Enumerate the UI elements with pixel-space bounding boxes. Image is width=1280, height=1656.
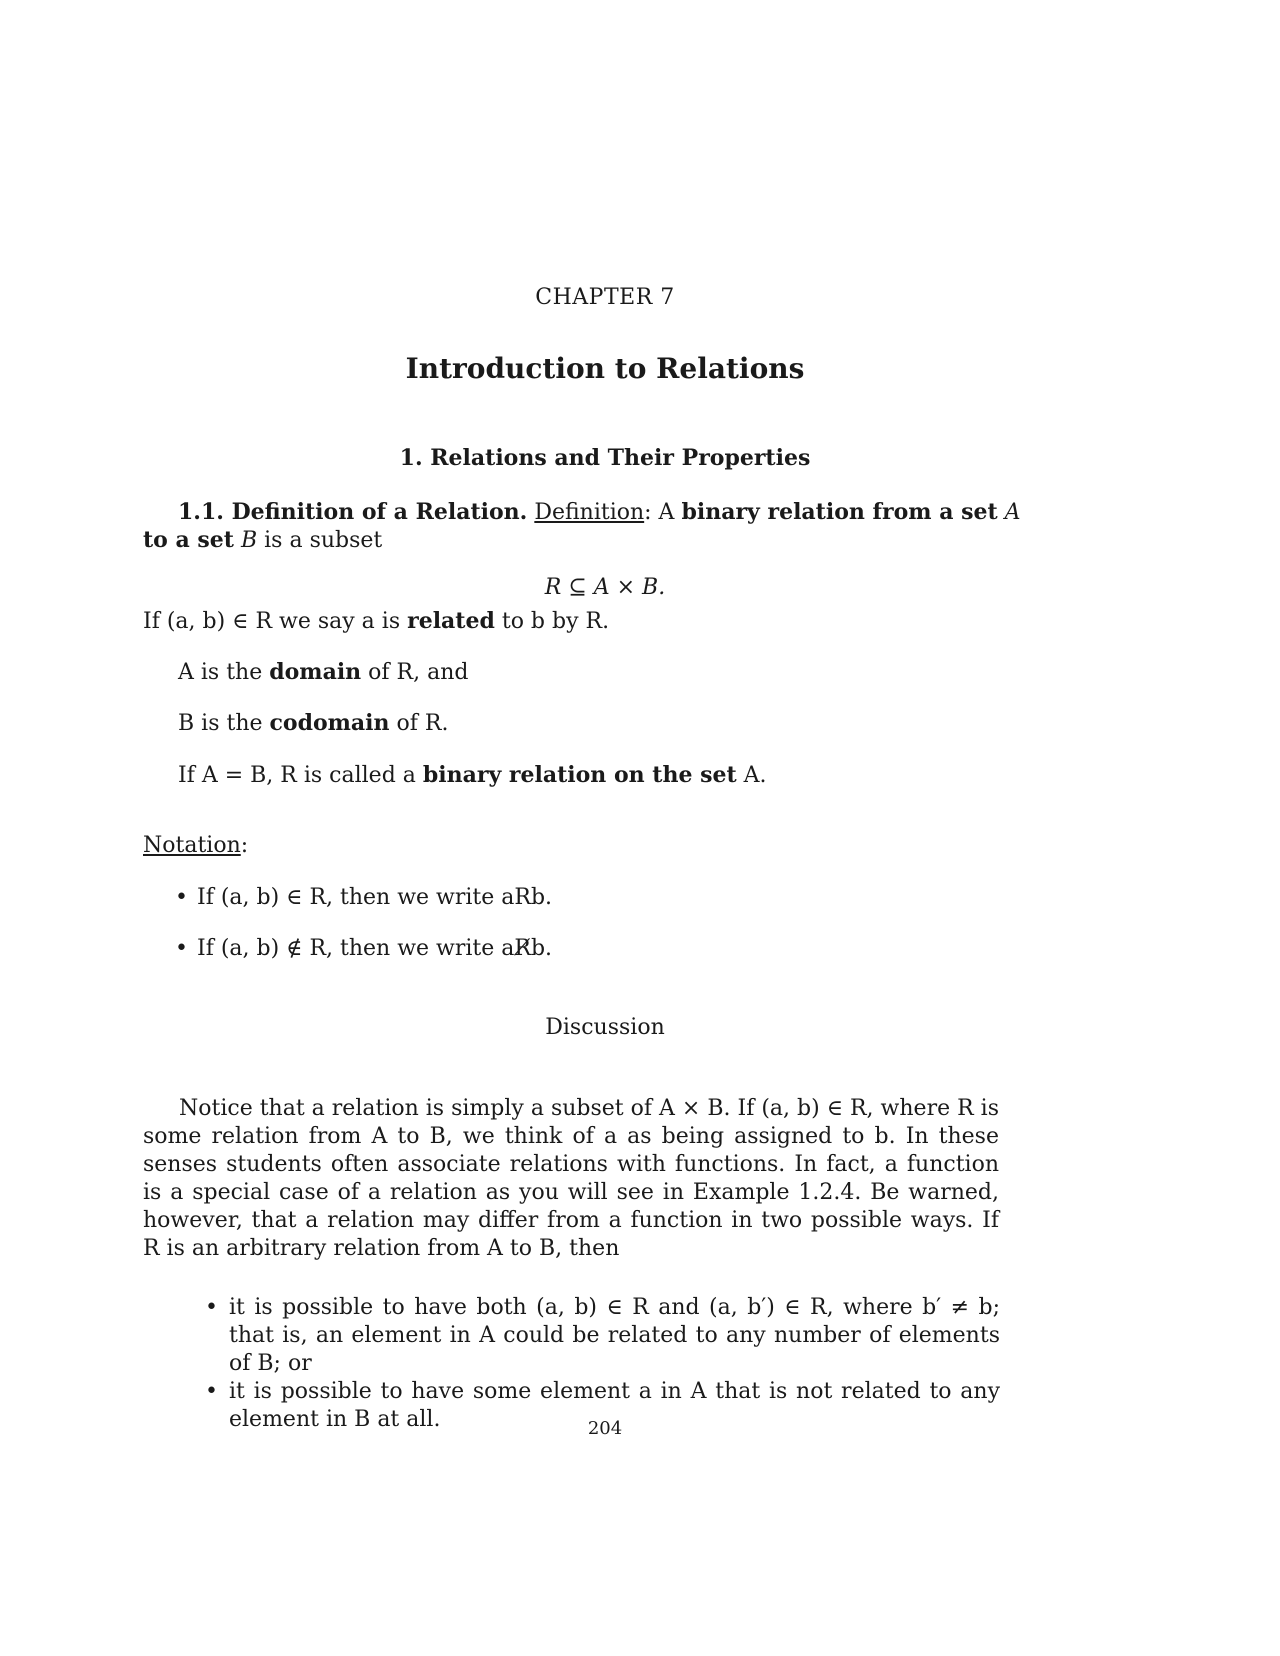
list-item-text: it is possible to have both (a, b) ∈ R and (a, b′) ∈ R, where b′ ≠ b; that is, an element in A could be related to any number of elements of B; or [229,1295,1000,1376]
definition-tail: is a subset [264,528,383,553]
bullet-icon: • [175,936,188,961]
list-item-text: it is possible to have some element a in A that is not related to any element in B at all. [229,1379,1000,1432]
bullet-icon: • [205,1379,218,1404]
related-line-pre: If (a, b) ∈ R we say a is [143,609,408,634]
notation-item [175,935,552,963]
codomain-line-pre: B is the [178,711,270,736]
domain-line [178,658,468,687]
on-set-line [178,761,767,790]
definition-var-b: B [240,528,258,553]
discussion-label: Discussion [545,1015,665,1040]
notation-heading [143,832,248,860]
page-number: 204 [587,1418,623,1439]
section-title: 1. Relations and Their Properties [399,445,811,471]
display-equation: R ⊆ A × B. [544,575,666,600]
definition-prefix: : A [644,500,682,525]
definition-term-part1: binary relation from a set [681,499,998,525]
definition-line-1 [178,498,1021,527]
definition-var-a: A [1004,500,1021,525]
domain-line-post: of R, and [361,660,469,685]
related-line-post: to b by R. [494,609,610,634]
bullet-icon: • [205,1295,218,1320]
on-set-line-post: A. [736,763,767,788]
subsection-heading: 1.1. Definition of a Relation. [178,499,528,525]
on-set-line-pre: If A = B, R is called a [178,763,423,788]
definition-label: Definition [534,500,645,525]
codomain-line-post: of R. [389,711,449,736]
discussion-bullet-list [205,1294,1000,1434]
domain-line-pre: A is the [178,660,270,685]
chapter-label: CHAPTER 7 [535,285,675,310]
discussion-paragraph: Notice that a relation is simply a subset of A × B. If (a, b) ∈ R, where R is some relation from A to B, we think of a as being assigned to b. In these senses students often associate relations with functions. In fact, a function is a special case of a relation as you will see in Example 1.2.4. Be warned, however, that a relation may differ from a function in two possible ways. If R is an arbitrary relation from A to B, then [143,1096,999,1261]
domain-term: domain [269,659,362,685]
definition-term-part2: to a set [143,527,234,553]
chapter-title: Introduction to Relations [405,352,805,385]
notation-item-text: If (a, b) ∈ R, then we write aRb. [197,885,553,910]
on-set-term: binary relation on the set [422,762,737,788]
definition-line-2 [143,526,382,555]
notation-label: Notation [143,833,241,858]
notation-item [175,884,552,912]
codomain-term: codomain [269,710,390,736]
notation-item-text: If (a, b) ∉ R, then we write aR̸b. [197,936,553,961]
list-item [205,1294,1000,1378]
notation-colon: : [240,833,249,858]
related-line [143,607,609,636]
codomain-line [178,709,448,738]
bullet-icon: • [175,885,188,910]
related-term: related [407,608,495,634]
